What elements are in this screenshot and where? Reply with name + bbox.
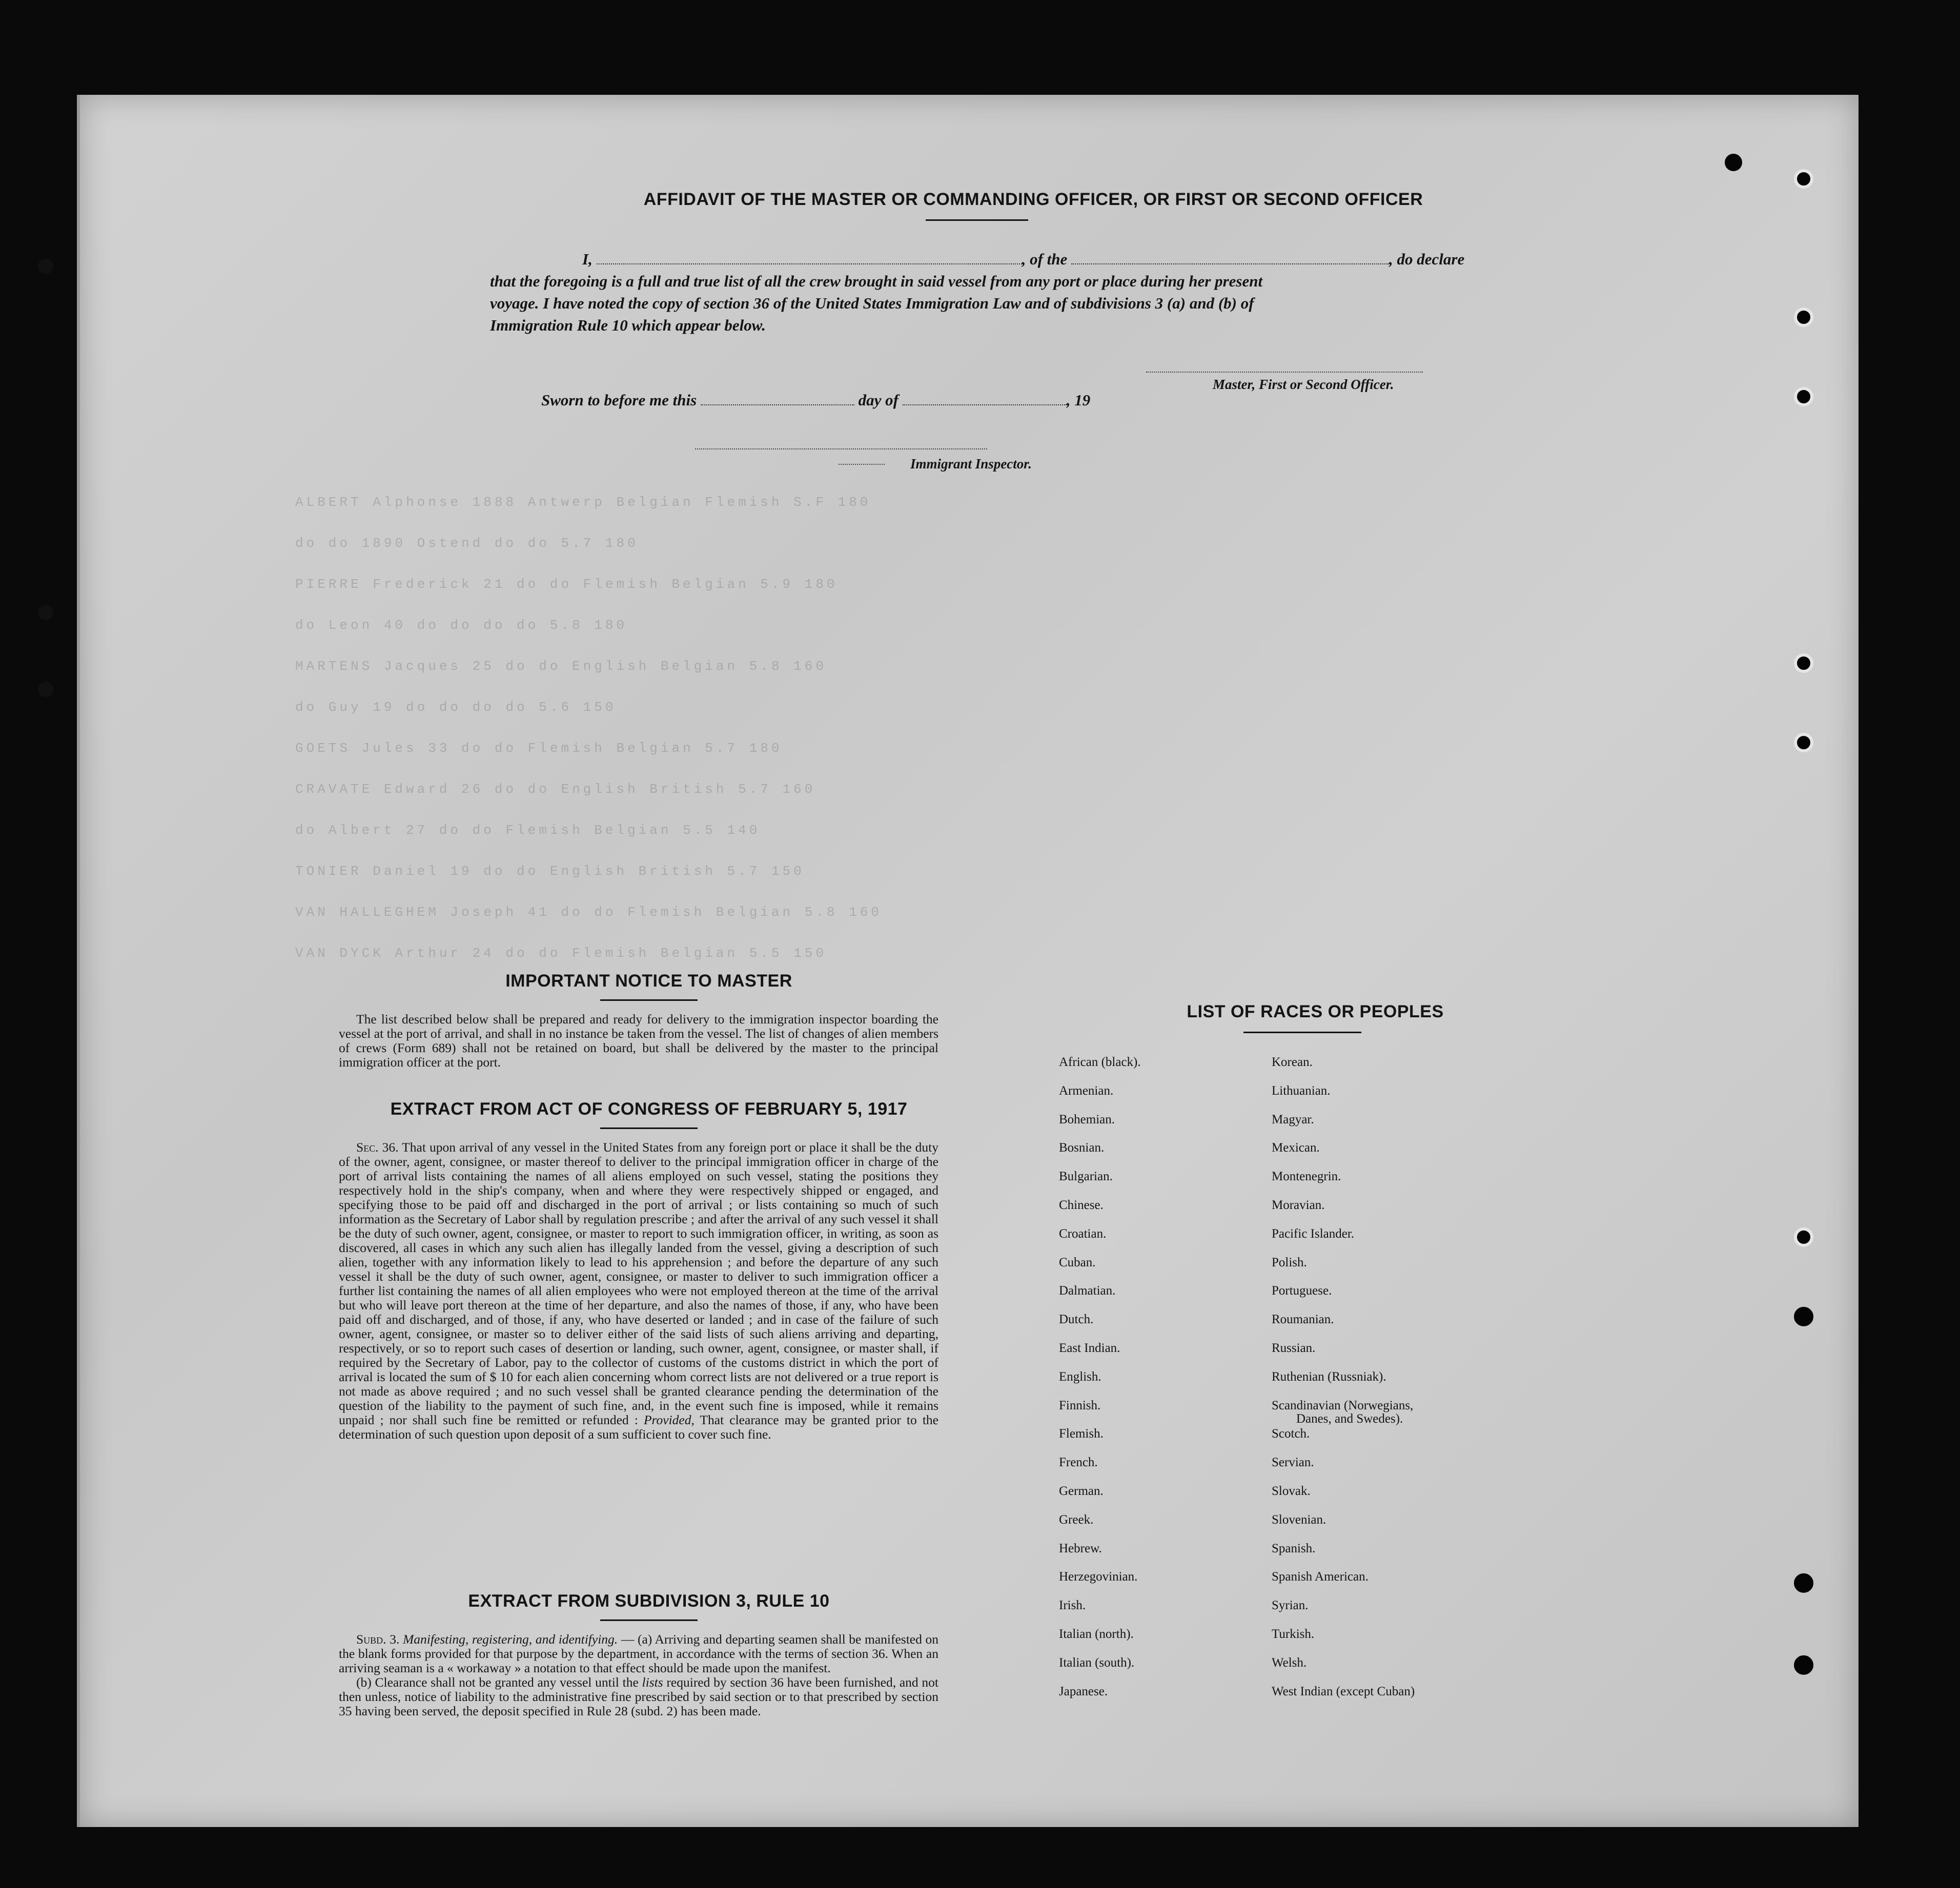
affidavit-line-4: Immigration Rule 10 which appear below. bbox=[490, 316, 766, 334]
affidavit-title-rule bbox=[926, 219, 1028, 221]
declarant-name-field[interactable] bbox=[597, 252, 1022, 264]
race-item: Moravian. bbox=[1272, 1198, 1325, 1212]
master-signature-label: Master, First or Second Officer. bbox=[1213, 377, 1394, 392]
sworn-year-label: , 19 bbox=[1066, 391, 1091, 409]
race-item: Spanish. bbox=[1272, 1541, 1316, 1555]
affidavit-line-1 bbox=[541, 249, 1587, 270]
act-text: Sec. 36. That upon arrival of any vessel in the United States from any foreign port or place it shall be the duty of the owner, agent, consignee, or master thereof to deliver to the principal immigration officer in charge of the port of arrival lists containing the names of all aliens employed on such vessel, stating the positions they respectively hold in the ship's company, when and where they were respectively shipped or engaged, and specifying those to be paid off and discharged in the port of arrival ; or lists containing so much of such information as the Secretary of Labor shall by regulation prescribe ; and after the arrival of any such vessel it shall be the duty of such owner, agent, consignee, or master to report to such immigration officer, in writing, as soon as discovered, all cases in which any such alien has illegally landed from the vessel, giving a description of such alien, together with any information likely to lead to his apprehension ; and before the departure of any such vessel it shall be the duty of such owner, agent, consignee, or master to deliver to such immigration officer a further list containing the names of all alien employees who were not employed thereon at the time of the arrival but who will leave port thereon at the time of her departure, and also the names of those, if any, who have been paid off and discharged, and of those, if any, who have deserted or landed ; and in case of the failure of such owner, agent, consignee, or master so to deliver either of the said lists of such aliens arriving and departing, respectively, or so to report such cases of desertion or landing, such owner, agent, consignee, or master shall, if required by the Secretary of Labor, pay to the collector of customs of the customs district in which the port of arrival is located the sum of $ 10 for each alien concerning whom correct lists are not delivered or a true report is not made as above required ; and no such vessel shall be granted clearance pending the determination of the question of the liability to the payment of such fine, and, in the event such fine is imposed, while it remains unpaid ; nor shall such fine be remitted or refunded : Provided, That clearance may be granted prior to the determination of such question upon deposit of a sum sufficient to cover such fine. bbox=[339, 1140, 938, 1442]
race-item: Syrian. bbox=[1272, 1598, 1309, 1613]
race-item: Slovak. bbox=[1272, 1484, 1311, 1498]
notice-text: The list described below shall be prepared and ready for delivery to the immigration inspector boarding the vessel at the port of arrival, and shall in no instance be taken from the vessel. The list of changes of alien members of crews (Form 689) shall not be retained on board, but shall be delivered by the master to the principal immigration officer at the port. bbox=[339, 1012, 938, 1070]
affidavit-line-2: that the foregoing is a full and true list of all the crew brought in said vessel from any port or place during her present bbox=[490, 272, 1263, 290]
binder-hole-icon bbox=[38, 682, 53, 697]
inspector-signature-lead bbox=[839, 464, 885, 465]
sworn-day-field[interactable] bbox=[701, 393, 854, 405]
race-item: Lithuanian. bbox=[1272, 1083, 1331, 1098]
affidavit-line-3: voyage. I have noted the copy of section 36 of the United States Immigration Law and of subdivisions 3 (a) and (b) of bbox=[490, 294, 1254, 312]
race-item: German. bbox=[1059, 1484, 1104, 1498]
sworn-line bbox=[541, 389, 1090, 411]
race-item: Roumanian. bbox=[1272, 1312, 1334, 1327]
races-title: LIST OF RACES OR PEOPLES bbox=[1187, 1002, 1444, 1021]
binder-hole-icon bbox=[1794, 387, 1813, 406]
race-item: Japanese. bbox=[1059, 1684, 1108, 1698]
inspector-label: Immigrant Inspector. bbox=[910, 456, 1032, 471]
race-item: Irish. bbox=[1059, 1598, 1086, 1613]
race-item: Italian (south). bbox=[1059, 1655, 1135, 1670]
race-item: Flemish. bbox=[1059, 1427, 1104, 1441]
race-item: Bulgarian. bbox=[1059, 1169, 1113, 1184]
race-item: Polish. bbox=[1272, 1255, 1307, 1269]
affidavit-title: AFFIDAVIT OF THE MASTER OR COMMANDING OFFICER, OR FIRST OR SECOND OFFICER bbox=[643, 190, 1423, 209]
race-item: Pacific Islander. bbox=[1272, 1226, 1355, 1241]
word-i: I, bbox=[582, 250, 593, 268]
sworn-day-label: day of bbox=[858, 391, 899, 409]
race-item: African (black). bbox=[1059, 1055, 1141, 1069]
race-item: Korean. bbox=[1272, 1055, 1313, 1069]
act-title-rule bbox=[600, 1127, 698, 1129]
race-item: Magyar. bbox=[1272, 1112, 1314, 1126]
race-item: Welsh. bbox=[1272, 1655, 1307, 1670]
inspector-signature-line[interactable] bbox=[695, 448, 987, 449]
binder-hole-icon bbox=[1794, 1573, 1813, 1593]
race-item: Italian (north). bbox=[1059, 1627, 1134, 1641]
binder-hole-icon bbox=[1794, 169, 1813, 189]
race-item: East Indian. bbox=[1059, 1341, 1120, 1355]
binder-hole-icon bbox=[1794, 1227, 1813, 1247]
rule10-text: Subd. 3. Manifesting, registering, and identifying. — (a) Arriving and departing seamen shall be manifested on the blank forms provided for that purpose by the department, in accordance with the terms of section 36. When an arriving seaman is a « workaway » a notation to that effect should be made upon the manifest. (b) Clearance shall not be granted any vessel until the lists required by section 36 have been furnished, and not then unless, notice of liability to the administrative fine prescribed by said section or to that prescribed by section 35 having been served, the deposit specified in Rule 28 (subd. 2) has been made. bbox=[339, 1632, 939, 1718]
race-item: Armenian. bbox=[1059, 1083, 1114, 1098]
sworn-month-field[interactable] bbox=[903, 393, 1067, 405]
rule10-title-rule bbox=[600, 1619, 698, 1621]
race-item: Danes, and Swedes). bbox=[1296, 1411, 1403, 1426]
binder-hole-icon bbox=[1794, 307, 1813, 327]
notice-title-rule bbox=[600, 999, 698, 1001]
race-item: English. bbox=[1059, 1369, 1101, 1384]
binder-hole-icon bbox=[1794, 733, 1813, 752]
race-item: Ruthenian (Russniak). bbox=[1272, 1369, 1386, 1384]
race-item: Servian. bbox=[1272, 1455, 1314, 1470]
race-item: French. bbox=[1059, 1455, 1098, 1470]
word-do-declare: , do declare bbox=[1389, 250, 1465, 268]
race-item: Spanish American. bbox=[1272, 1570, 1369, 1584]
binder-hole-icon bbox=[1794, 1655, 1813, 1675]
race-item: Bohemian. bbox=[1059, 1112, 1115, 1126]
rule10-title: EXTRACT FROM SUBDIVISION 3, RULE 10 bbox=[468, 1591, 830, 1611]
race-item: Mexican. bbox=[1272, 1141, 1320, 1155]
word-of-the: , of the bbox=[1022, 250, 1068, 268]
race-item: Croatian. bbox=[1059, 1226, 1107, 1241]
race-item: Chinese. bbox=[1059, 1198, 1104, 1212]
race-item: Herzegovinian. bbox=[1059, 1570, 1138, 1584]
sworn-prefix: Sworn to before me this bbox=[541, 391, 697, 409]
binder-hole-icon bbox=[1794, 653, 1813, 673]
race-item: Scotch. bbox=[1272, 1427, 1310, 1441]
binder-hole-icon bbox=[38, 259, 53, 274]
race-item: West Indian (except Cuban) bbox=[1272, 1684, 1415, 1698]
act-title: EXTRACT FROM ACT OF CONGRESS OF FEBRUARY 5, 1917 bbox=[390, 1099, 908, 1119]
master-signature-line[interactable] bbox=[1146, 372, 1423, 373]
race-item: Turkish. bbox=[1272, 1627, 1315, 1641]
binder-hole-icon bbox=[1725, 154, 1742, 171]
races-right-column bbox=[1272, 1056, 1415, 1713]
race-item: Portuguese. bbox=[1272, 1284, 1332, 1298]
race-item: Scandinavian (Norwegians, bbox=[1272, 1398, 1414, 1412]
race-item: Russian. bbox=[1272, 1341, 1316, 1355]
notice-title: IMPORTANT NOTICE TO MASTER bbox=[505, 971, 792, 991]
document-sheet: ALBERT Alphonse 1888 Antwerp Belgian Flemish S.F 180 do do 1890 Ostend do do 5.7 180 PIERRE Frederick 21 do do Flemish Belgian 5.9 180 do Leon 40 do do do do 5.8 180 MARTENS Jacques 25 do do English Belgian 5.8 160 do Guy 19 do do do do 5.6 150 GOETS Jules 33 do do Flemish Belgian 5.7 180 CRAVATE Edward 26 do do English British 5.7 160 do Albert 27 do do Flemish Belgian 5.5 140 TONIER Daniel 19 do do English British 5.7 150 VAN HALLEGHEM Joseph 41 do do Flemish Belgian 5.8 160 VAN DYCK Arthur 24 do do Flemish Belgian 5.5 150 AFFIDAVIT OF THE MASTER OR COMMANDING OFFICER, OR FIRST OR SECOND OFFICER I, , of the , do declare that the foregoing is a full and true list of all the crew brought in said vessel from any port or place during her present voyage. I have noted the copy of section 36 of the United States Immigration Law and of subdivisions 3 (a) and (b) of Immigration Rule 10 which appear below. Master, First or Second Officer. Sworn to before me this day of , 19 Immigrant Inspector. IMPORTANT NOTICE TO MASTER The list described below shall be prepared and ready for delivery to the immigration inspector boarding the vessel at the port of arrival, and shall in no instance be taken from the vessel. The list of changes of alien members of crews (Form 689) shall not be retained on board, but shall be delivered by the master to the principal immigration officer at the port. EXTRACT FROM ACT OF CONGRESS OF FEBRUARY 5, 1917 Sec. 36. That upon arrival of any vessel in the United States from any foreign port or place it shall be the duty of the owner, agent, consignee, or master thereof to deliver to the principal immigration officer in charge of the port of arrival lists containing the names of all aliens employed on such vessel, stating the positions they respectively hold in the ship's company, when and where they were respectively shipped or engaged, and specifying those to be paid off and discharged in the port of arrival ; or lists containing so much of such information as the Secretary of Labor shall by regulation prescribe ; and after the arrival of any such vessel it shall be the duty of such owner, agent, consignee, or master to report to such immigration officer, in writing, as soon as discovered, all cases in which any such alien has illegally landed from the vessel, giving a description of such alien, together with any information likely to lead to his apprehension ; and before the departure of any such vessel it shall be the duty of such owner, agent, consignee, or master to deliver to such immigration officer a further list containing the names of all alien employees who were not employed thereon at the time of the arrival but who will leave port thereon at the time of her departure, and also the names of those, if any, who have been paid off and discharged, and of those, if any, who have deserted or landed ; and in case of the failure of such owner, agent, consignee, or master so to deliver either of the said lists of such aliens arriving and departing, respectively, or so to report such cases of desertion or landing, such owner, agent, consignee, or master shall, if required by the Secretary of Labor, pay to the collector of customs of the customs district in which the port of arrival is located the sum of $ 10 for each alien concerning whom correct lists are not delivered or a true report is not made as above required ; and no such vessel shall be granted clearance pending the determination of the question of the liability to the payment of such fine, and, in the event such fine is imposed, while it remains unpaid ; nor shall such fine be remitted or refunded : Provided, That clearance may be granted prior to the determination of such question upon deposit of a sum sufficient to cover such fine. EXTRACT FROM SUBDIVISION 3, RULE 10 Subd. 3. Manifesting, registering, and identifying. — (a) Arriving and departing seamen shall be manifested on the blank forms provided for that purpose by the department, in accordance with the terms of section 36. When an arriving seaman is a « workaway » a notation to that effect should be made upon the manifest. (b) Clearance shall not be granted any vessel until the lists required by section 36 have been furnished, and not then unless, notice of liability to the administrative fine prescribed by said section or to that prescribed by section 35 having been served, the deposit specified in Rule 28 (subd. 2) has been made. LIST OF RACES OR PEOPLES African (black). Armenian. Bohemian. Bosnian. Bulgarian. Chinese. Croatian. Cuban. Dalmatian. Dutch. East Indian. English. Finnish. Flemish. French. German. Greek. Hebrew. Herzegovinian. Irish. Italian (north). Italian (south). Japanese. Korean. Lithuanian. Magyar. Mexican. Montenegrin. Moravian. Pacific Islander. Polish. Portuguese. Roumanian. Russian. Ruthenian (Russniak). Scandinavian (Norwegians, Danes, and Swedes). Scotch. Servian. Slovak. Slovenian. Spanish. Spanish American. Syrian. Turkish. Welsh. West Indian (except Cuban) bbox=[77, 95, 1859, 1827]
binder-hole-icon bbox=[1794, 1307, 1813, 1326]
race-item: Finnish. bbox=[1059, 1398, 1101, 1412]
race-item: Cuban. bbox=[1059, 1255, 1096, 1269]
races-left-column bbox=[1059, 1056, 1141, 1713]
race-item: Hebrew. bbox=[1059, 1541, 1102, 1555]
race-item: Greek. bbox=[1059, 1512, 1094, 1527]
race-item: Dutch. bbox=[1059, 1312, 1094, 1327]
races-title-rule bbox=[1243, 1032, 1361, 1033]
race-item: Montenegrin. bbox=[1272, 1169, 1341, 1184]
vessel-name-field[interactable] bbox=[1071, 252, 1389, 264]
race-item: Slovenian. bbox=[1272, 1512, 1326, 1527]
race-item: Dalmatian. bbox=[1059, 1284, 1116, 1298]
binder-hole-icon bbox=[38, 605, 53, 620]
race-item: Bosnian. bbox=[1059, 1141, 1105, 1155]
